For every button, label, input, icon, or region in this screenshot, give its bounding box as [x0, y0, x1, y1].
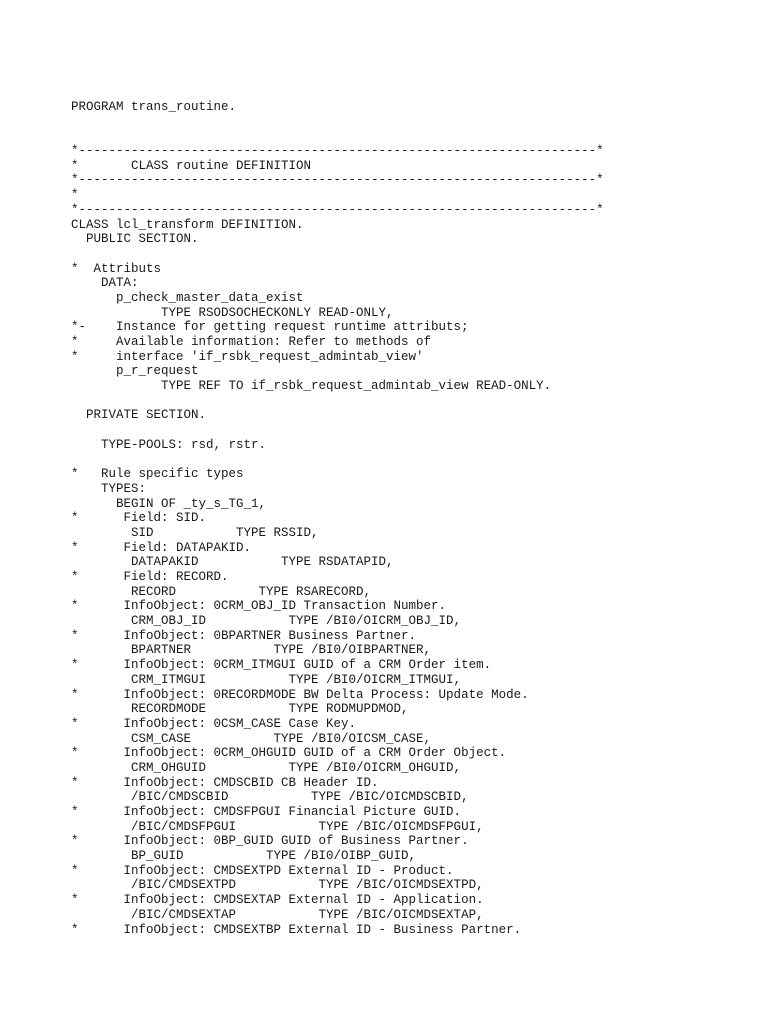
code-line: /BIC/CMDSCBID TYPE /BIC/OICMDSCBID, [71, 790, 469, 805]
code-line: *---------------------------------------------------------------------* [71, 144, 604, 159]
code-line: * [71, 188, 79, 203]
code-line: * Field: RECORD. [71, 570, 229, 584]
code-line: * CLASS routine DEFINITION [71, 158, 312, 173]
code-line [71, 129, 761, 144]
code-document [71, 100, 761, 937]
code-line: DATAPAKID TYPE RSDATAPID, [71, 555, 394, 570]
code-line: BP_GUID TYPE /BI0/OIBP_GUID, [71, 849, 417, 864]
code-line: /BIC/CMDSFPGUI TYPE /BIC/OICMDSFPGUI, [71, 819, 484, 834]
code-line: CSM_CASE TYPE /BI0/OICSM_CASE, [71, 731, 432, 746]
code-line: *---------------------------------------------------------------------* [71, 202, 604, 217]
code-line [71, 394, 761, 409]
code-line: * InfoObject: 0CRM_ITMGUI GUID of a CRM Order item. [71, 658, 492, 673]
code-line: BPARTNER TYPE /BI0/OIBPARTNER, [71, 643, 432, 658]
code-line: *- Instance for getting request runtime attributs; [71, 320, 469, 335]
code-line: * Field: DATAPAKID. [71, 540, 252, 555]
code-line: DATA: [71, 276, 139, 291]
code-line: /BIC/CMDSEXTPD TYPE /BIC/OICMDSEXTPD, [71, 878, 484, 893]
code-line: CRM_OBJ_ID TYPE /BI0/OICRM_OBJ_ID, [71, 614, 462, 629]
code-line: p_r_request [71, 364, 199, 379]
code-line: * InfoObject: 0CRM_OBJ_ID Transaction Number. [71, 599, 447, 614]
code-line: * Available information: Refer to methods of [71, 335, 432, 349]
code-line: RECORDMODE TYPE RODMUPDMOD, [71, 702, 409, 717]
code-line: TYPE RSODSOCHECKONLY READ-ONLY, [71, 305, 394, 320]
code-line: PUBLIC SECTION. [71, 232, 199, 247]
code-line: * InfoObject: 0CSM_CASE Case Key. [71, 716, 357, 731]
code-line: *---------------------------------------------------------------------* [71, 173, 604, 188]
code-line: TYPES: [71, 481, 147, 496]
code-line: SID TYPE RSSID, [71, 525, 319, 540]
code-line: PRIVATE SECTION. [71, 408, 207, 423]
code-line: * Field: SID. [71, 511, 207, 526]
code-line: * InfoObject: 0BPARTNER Business Partner. [71, 628, 417, 643]
code-line [71, 423, 761, 438]
code-line: CRM_ITMGUI TYPE /BI0/OICRM_ITMGUI, [71, 672, 462, 687]
code-line: * Rule specific types [71, 467, 244, 482]
code-line: PROGRAM trans_routine. [71, 100, 237, 114]
code-line: * Attributs [71, 261, 162, 276]
code-line: TYPE REF TO if_rsbk_request_admintab_view READ-ONLY. [71, 379, 552, 394]
code-line: * InfoObject: 0RECORDMODE BW Delta Process: Update Mode. [71, 687, 529, 702]
code-line: * InfoObject: CMDSEXTAP External ID - Application. [71, 893, 484, 908]
code-line: * interface 'if_rsbk_request_admintab_view' [71, 349, 424, 364]
code-line: CRM_OHGUID TYPE /BI0/OICRM_OHGUID, [71, 760, 462, 775]
code-line [71, 115, 761, 130]
code-line: /BIC/CMDSEXTAP TYPE /BIC/OICMDSEXTAP, [71, 907, 484, 922]
code-line: BEGIN OF _ty_s_TG_1, [71, 496, 267, 511]
code-line: * InfoObject: 0BP_GUID GUID of Business Partner. [71, 834, 469, 849]
code-line: RECORD TYPE RSARECORD, [71, 584, 372, 599]
code-line [71, 247, 761, 262]
code-line: CLASS lcl_transform DEFINITION. [71, 217, 304, 232]
code-line: p_check_master_data_exist [71, 290, 304, 305]
code-line: * InfoObject: CMDSFPGUI Financial Picture GUID. [71, 805, 462, 819]
code-line: * InfoObject: 0CRM_OHGUID GUID of a CRM Order Object. [71, 746, 507, 761]
code-line: TYPE-POOLS: rsd, rstr. [71, 437, 267, 452]
code-line: * InfoObject: CMDSEXTBP External ID - Business Partner. [71, 922, 522, 937]
code-line [71, 453, 761, 468]
code-line: * InfoObject: CMDSEXTPD External ID - Product. [71, 863, 454, 878]
code-line: * InfoObject: CMDSCBID CB Header ID. [71, 775, 379, 790]
